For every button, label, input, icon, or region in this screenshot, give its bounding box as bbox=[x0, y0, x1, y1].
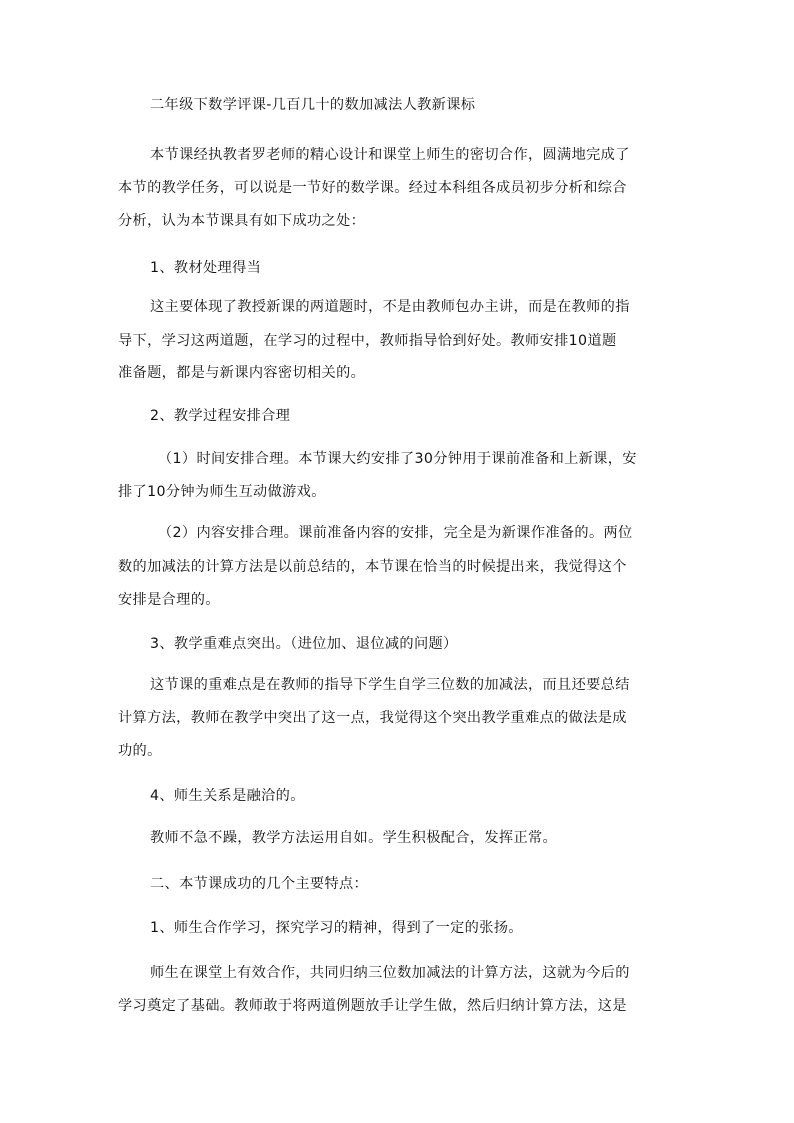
paragraph-line: 本节课经执教者罗老师的精心设计和课堂上师生的密切合作，圆满地完成了 bbox=[150, 147, 630, 163]
document-title: 二年级下数学评课-几百几十的数加减法人教新课标 bbox=[150, 97, 476, 113]
section-heading: 3、教学重难点突出。（进位加、退位减的问题） bbox=[150, 636, 458, 652]
paragraph-line: 师生在课堂上有效合作，共同归纳三位数加减法的计算方法，这就为今后的 bbox=[150, 965, 630, 981]
paragraph-line: 学习奠定了基础。教师敢于将两道例题放手让学生做，然后归纳计算方法，这是 bbox=[118, 998, 627, 1014]
paragraph-line: 计算方法，教师在教学中突出了这一点，我觉得这个突出教学重难点的做法是成 bbox=[118, 710, 627, 726]
paragraph-line: 这节课的重难点是在教师的指导下学生自学三位数的加减法，而且还要总结 bbox=[150, 677, 630, 693]
paragraph-line: 功的。 bbox=[118, 743, 162, 759]
paragraph-line: （2）内容安排合理。课前准备内容的安排，完全是为新课作准备的。两位 bbox=[158, 525, 633, 541]
section-heading: 1、师生合作学习，探究学习的精神，得到了一定的张扬。 bbox=[150, 920, 523, 936]
paragraph-line: 这主要体现了教授新课的两道题时，不是由教师包办主讲，而是在教师的指 bbox=[150, 299, 630, 315]
paragraph-line: 本节的教学任务，可以说是一节好的数学课。经过本科组各成员初步分析和综合 bbox=[118, 180, 627, 196]
paragraph-line: 数的加减法的计算方法是以前总结的，本节课在恰当的时候提出来，我觉得这个 bbox=[118, 559, 627, 575]
paragraph-line: 分析，认为本节课具有如下成功之处： bbox=[118, 213, 366, 229]
paragraph-line: （1）时间安排合理。本节课大约安排了30分钟用于课前准备和上新课，安 bbox=[158, 451, 637, 467]
paragraph-line: 教师不急不躁，教学方法运用自如。学生积极配合，发挥正常。 bbox=[150, 830, 558, 846]
paragraph-line: 准备题，都是与新课内容密切相关的。 bbox=[118, 365, 366, 381]
paragraph-line: 导下，学习这两道题，在学习的过程中，教师指导恰到好处。教师安排10道题 bbox=[118, 333, 617, 349]
paragraph-line: 安排是合理的。 bbox=[118, 592, 220, 608]
section-heading: 1、教材处理得当 bbox=[150, 260, 262, 276]
paragraph-line: 排了10分钟为师生互动做游戏。 bbox=[118, 484, 326, 500]
section-heading: 4、师生关系是融洽的。 bbox=[150, 788, 305, 804]
section-heading: 2、教学过程安排合理 bbox=[150, 408, 291, 424]
section-heading: 二、本节课成功的几个主要特点： bbox=[150, 876, 369, 892]
